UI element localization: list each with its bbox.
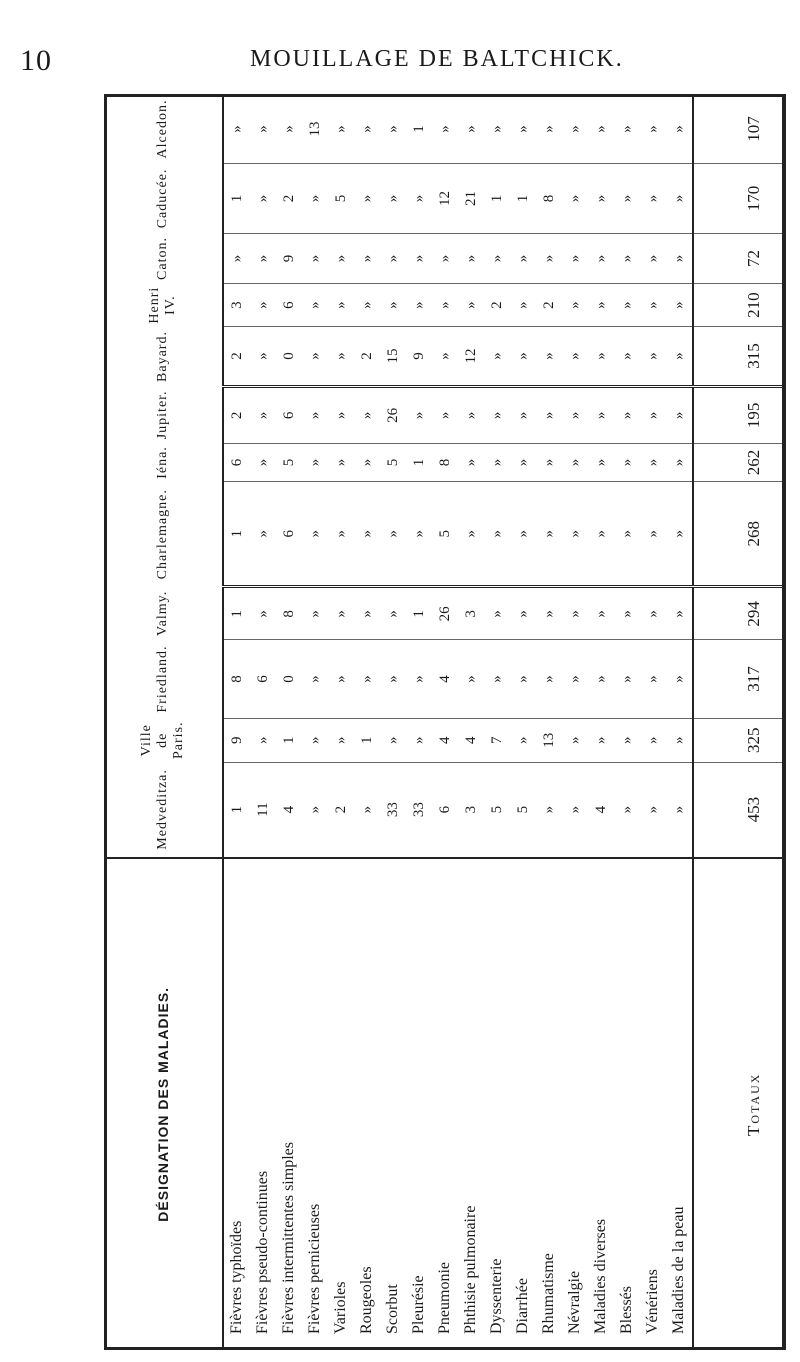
table-cell: » bbox=[510, 718, 536, 762]
table-cell: » bbox=[406, 164, 432, 234]
column-header: Bayard. bbox=[104, 327, 223, 387]
table-cell: 8 bbox=[536, 164, 562, 234]
table-cell: » bbox=[302, 587, 328, 640]
table-cell: 15 bbox=[380, 327, 406, 387]
table-cell: » bbox=[380, 284, 406, 327]
table-cell: » bbox=[354, 587, 380, 640]
table-cell: » bbox=[432, 233, 458, 283]
table-cell: 4 bbox=[588, 762, 614, 857]
table-cell: » bbox=[666, 284, 693, 327]
table-cell: 0 bbox=[276, 327, 302, 387]
table-cell: 1 bbox=[406, 443, 432, 481]
table-cell: » bbox=[328, 443, 354, 481]
table-cell: » bbox=[432, 327, 458, 387]
table-cell: 5 bbox=[484, 762, 510, 857]
table-cell: » bbox=[328, 718, 354, 762]
table-frame bbox=[104, 94, 786, 1350]
disease-name: Fièvres pseudo-continues bbox=[250, 858, 276, 1350]
table-cell: » bbox=[666, 587, 693, 640]
table-cell: » bbox=[380, 587, 406, 640]
table-cell: » bbox=[614, 95, 640, 164]
table-cell: » bbox=[614, 327, 640, 387]
table-cell: » bbox=[250, 164, 276, 234]
table-cell: » bbox=[354, 164, 380, 234]
column-header: Henri IV. bbox=[104, 284, 223, 327]
total-cell: 294 bbox=[693, 587, 786, 640]
total-cell: 195 bbox=[693, 386, 786, 443]
table-cell: » bbox=[510, 587, 536, 640]
table-cell: » bbox=[614, 284, 640, 327]
table-cell: 13 bbox=[536, 718, 562, 762]
table-cell: 1 bbox=[276, 718, 302, 762]
table-cell: » bbox=[536, 482, 562, 587]
column-header: Caducée. bbox=[104, 164, 223, 234]
table-cell: » bbox=[562, 482, 588, 587]
table-cell: » bbox=[510, 95, 536, 164]
disease-name: Blessés bbox=[614, 858, 640, 1350]
table-cell: » bbox=[588, 482, 614, 587]
table-cell: » bbox=[302, 762, 328, 857]
table-cell: » bbox=[510, 233, 536, 283]
column-header: Friedland. bbox=[104, 640, 223, 719]
column-header: Valmy. bbox=[104, 587, 223, 640]
table-cell: » bbox=[354, 233, 380, 283]
table-cell: » bbox=[328, 587, 354, 640]
table-cell: » bbox=[354, 95, 380, 164]
running-title: MOUILLAGE DE BALTCHICK. bbox=[250, 46, 624, 72]
table-cell: » bbox=[614, 233, 640, 283]
disease-name: Fièvres intermittentes simples bbox=[276, 858, 302, 1350]
table-cell: 2 bbox=[328, 762, 354, 857]
table-cell: » bbox=[562, 327, 588, 387]
column-header: Caton. bbox=[104, 233, 223, 283]
table-cell: 1 bbox=[354, 718, 380, 762]
table-cell: » bbox=[562, 284, 588, 327]
table-cell: » bbox=[432, 95, 458, 164]
table-cell: 0 bbox=[276, 640, 302, 719]
table-cell: 11 bbox=[250, 762, 276, 857]
table-cell: 12 bbox=[432, 164, 458, 234]
table-cell: » bbox=[640, 327, 666, 387]
table-cell: 1 bbox=[406, 587, 432, 640]
table-cell: » bbox=[588, 284, 614, 327]
disease-name: Pleurésie bbox=[406, 858, 432, 1350]
total-cell: 325 bbox=[693, 718, 786, 762]
table-cell: 3 bbox=[223, 284, 250, 327]
table-cell: » bbox=[302, 164, 328, 234]
table-cell: » bbox=[380, 482, 406, 587]
table-cell: » bbox=[458, 482, 484, 587]
table-cell: » bbox=[562, 386, 588, 443]
table-cell: » bbox=[406, 640, 432, 719]
table-cell: » bbox=[302, 386, 328, 443]
table-cell: » bbox=[562, 762, 588, 857]
table-cell: » bbox=[588, 233, 614, 283]
table-cell: 1 bbox=[406, 95, 432, 164]
table-cell: » bbox=[328, 386, 354, 443]
table-cell: » bbox=[302, 640, 328, 719]
table-cell: » bbox=[432, 284, 458, 327]
table-cell: » bbox=[458, 443, 484, 481]
table-cell: 1 bbox=[484, 164, 510, 234]
table-cell: » bbox=[640, 482, 666, 587]
table-cell: » bbox=[250, 587, 276, 640]
table-cell: » bbox=[562, 164, 588, 234]
table-cell: 1 bbox=[510, 164, 536, 234]
table-cell: » bbox=[250, 386, 276, 443]
table-cell: 26 bbox=[380, 386, 406, 443]
table-cell: » bbox=[223, 95, 250, 164]
table-cell: 12 bbox=[458, 327, 484, 387]
table-cell: » bbox=[640, 386, 666, 443]
table-cell: » bbox=[666, 640, 693, 719]
table-cell: » bbox=[302, 284, 328, 327]
table-cell: » bbox=[562, 443, 588, 481]
table-cell: » bbox=[250, 95, 276, 164]
table-cell: 6 bbox=[223, 443, 250, 481]
table-cell: » bbox=[510, 640, 536, 719]
table-cell: » bbox=[562, 95, 588, 164]
table-cell: » bbox=[666, 718, 693, 762]
table-cell: 6 bbox=[276, 482, 302, 587]
table-cell: » bbox=[614, 587, 640, 640]
table-cell: » bbox=[250, 718, 276, 762]
table-cell: » bbox=[588, 386, 614, 443]
table-cell: » bbox=[250, 327, 276, 387]
column-header: Iéna. bbox=[104, 443, 223, 481]
table-cell: » bbox=[328, 482, 354, 587]
table-cell: » bbox=[666, 386, 693, 443]
total-cell: 315 bbox=[693, 327, 786, 387]
table-cell: » bbox=[666, 164, 693, 234]
table-cell: » bbox=[510, 386, 536, 443]
table-cell: 9 bbox=[223, 718, 250, 762]
table-cell: » bbox=[458, 95, 484, 164]
table-cell: » bbox=[406, 233, 432, 283]
table-cell: » bbox=[588, 587, 614, 640]
table-cell: » bbox=[536, 640, 562, 719]
table-cell: » bbox=[666, 443, 693, 481]
table-cell: » bbox=[510, 327, 536, 387]
table-cell: 7 bbox=[484, 718, 510, 762]
disease-name: Scorbut bbox=[380, 858, 406, 1350]
table-cell: 1 bbox=[223, 762, 250, 857]
table-cell: » bbox=[562, 718, 588, 762]
page-number: 10 bbox=[20, 44, 52, 77]
table-cell: » bbox=[562, 587, 588, 640]
table-cell: » bbox=[484, 327, 510, 387]
table-cell: » bbox=[380, 718, 406, 762]
table-cell: » bbox=[406, 386, 432, 443]
table-cell: 3 bbox=[458, 762, 484, 857]
column-header: Jupiter. bbox=[104, 386, 223, 443]
table-cell: » bbox=[328, 640, 354, 719]
table-cell: » bbox=[328, 284, 354, 327]
table-cell: 26 bbox=[432, 587, 458, 640]
total-cell: 210 bbox=[693, 284, 786, 327]
table-cell: » bbox=[484, 443, 510, 481]
table-cell: 5 bbox=[276, 443, 302, 481]
table-cell: » bbox=[536, 233, 562, 283]
table-cell: 2 bbox=[276, 164, 302, 234]
table-cell: 8 bbox=[223, 640, 250, 719]
table-cell: » bbox=[380, 640, 406, 719]
table-cell: » bbox=[614, 482, 640, 587]
table-cell: » bbox=[458, 233, 484, 283]
table-cell: 4 bbox=[432, 640, 458, 719]
table-cell: » bbox=[484, 233, 510, 283]
table-cell: 2 bbox=[484, 284, 510, 327]
table-cell: » bbox=[484, 640, 510, 719]
table-cell: » bbox=[484, 95, 510, 164]
table-cell: 9 bbox=[276, 233, 302, 283]
table-cell: » bbox=[614, 640, 640, 719]
table-cell: » bbox=[640, 233, 666, 283]
table-cell: » bbox=[536, 327, 562, 387]
table-cell: 33 bbox=[406, 762, 432, 857]
table-cell: 2 bbox=[354, 327, 380, 387]
table-cell: » bbox=[536, 762, 562, 857]
table-cell: » bbox=[640, 587, 666, 640]
disease-name: Varioles bbox=[328, 858, 354, 1350]
table-cell: » bbox=[406, 284, 432, 327]
table-cell: » bbox=[536, 95, 562, 164]
table-cell: » bbox=[432, 386, 458, 443]
disease-name: Phthisie pulmonaire bbox=[458, 858, 484, 1350]
table-cell: 5 bbox=[380, 443, 406, 481]
table-cell: » bbox=[562, 233, 588, 283]
table-cell: » bbox=[354, 482, 380, 587]
column-header: Ville de Paris. bbox=[104, 718, 223, 762]
table-cell: » bbox=[562, 640, 588, 719]
table-cell: » bbox=[666, 327, 693, 387]
table-cell: » bbox=[640, 718, 666, 762]
table-cell: » bbox=[406, 718, 432, 762]
table-cell: » bbox=[354, 284, 380, 327]
table-cell: » bbox=[510, 284, 536, 327]
disease-name: Rougeoles bbox=[354, 858, 380, 1350]
table-cell: » bbox=[250, 443, 276, 481]
table-cell: 5 bbox=[510, 762, 536, 857]
table-cell: 1 bbox=[223, 164, 250, 234]
table-cell: » bbox=[302, 327, 328, 387]
table-cell: » bbox=[614, 718, 640, 762]
table-cell: » bbox=[302, 482, 328, 587]
table-cell: » bbox=[666, 233, 693, 283]
total-cell: 72 bbox=[693, 233, 786, 283]
table-cell: 8 bbox=[432, 443, 458, 481]
column-header: Charlemagne. bbox=[104, 482, 223, 587]
disease-name: Maladies diverses bbox=[588, 858, 614, 1350]
disease-name: Fièvres typhoïdes bbox=[223, 858, 250, 1350]
table-cell: 6 bbox=[276, 284, 302, 327]
table-cell: » bbox=[354, 386, 380, 443]
table-cell: » bbox=[666, 482, 693, 587]
totals-label: Totaux bbox=[693, 858, 786, 1350]
table-cell: » bbox=[484, 386, 510, 443]
disease-name: Névralgie bbox=[562, 858, 588, 1350]
table-cell: 8 bbox=[276, 587, 302, 640]
column-header-designation: DÉSIGNATION DES MALADIES. bbox=[104, 858, 223, 1350]
table-cell: » bbox=[588, 164, 614, 234]
table-cell: » bbox=[380, 233, 406, 283]
table-cell: » bbox=[640, 284, 666, 327]
table-cell: 2 bbox=[223, 386, 250, 443]
table-cell: 9 bbox=[406, 327, 432, 387]
table-cell: » bbox=[250, 233, 276, 283]
table-cell: 6 bbox=[432, 762, 458, 857]
table-cell: » bbox=[536, 587, 562, 640]
disease-name: Diarrhée bbox=[510, 858, 536, 1350]
table-cell: 1 bbox=[223, 587, 250, 640]
total-cell: 317 bbox=[693, 640, 786, 719]
table-cell: 6 bbox=[250, 640, 276, 719]
table-cell: » bbox=[354, 443, 380, 481]
table-cell: » bbox=[588, 443, 614, 481]
table-cell: » bbox=[302, 718, 328, 762]
total-cell: 453 bbox=[693, 762, 786, 857]
total-cell: 107 bbox=[693, 95, 786, 164]
table-cell: » bbox=[328, 233, 354, 283]
table-cell: 1 bbox=[223, 482, 250, 587]
table-cell: » bbox=[588, 327, 614, 387]
table-cell: » bbox=[250, 284, 276, 327]
table-cell: » bbox=[276, 95, 302, 164]
disease-name: Rhumatisme bbox=[536, 858, 562, 1350]
table-cell: » bbox=[510, 443, 536, 481]
table-cell: » bbox=[666, 95, 693, 164]
table-cell: » bbox=[250, 482, 276, 587]
table-cell: » bbox=[614, 762, 640, 857]
page-header bbox=[20, 44, 780, 84]
table-cell: 33 bbox=[380, 762, 406, 857]
column-header: Alcedon. bbox=[104, 95, 223, 164]
table-cell: » bbox=[640, 762, 666, 857]
column-header: Medveditza. bbox=[104, 762, 223, 857]
table-cell: » bbox=[458, 284, 484, 327]
table-cell: 4 bbox=[458, 718, 484, 762]
table-cell: » bbox=[536, 443, 562, 481]
table-cell: » bbox=[588, 718, 614, 762]
table-cell: 2 bbox=[223, 327, 250, 387]
table-cell: » bbox=[588, 640, 614, 719]
table-cell: » bbox=[510, 482, 536, 587]
table-cell: » bbox=[380, 95, 406, 164]
disease-name: Pneumonie bbox=[432, 858, 458, 1350]
table-cell: » bbox=[458, 640, 484, 719]
table-cell: » bbox=[302, 443, 328, 481]
total-cell: 170 bbox=[693, 164, 786, 234]
table-cell: 21 bbox=[458, 164, 484, 234]
disease-name: Vénériens bbox=[640, 858, 666, 1350]
table-cell: 5 bbox=[432, 482, 458, 587]
table-cell: » bbox=[484, 482, 510, 587]
table-cell: 13 bbox=[302, 95, 328, 164]
table-cell: 4 bbox=[432, 718, 458, 762]
table-cell: » bbox=[380, 164, 406, 234]
table-cell: » bbox=[640, 164, 666, 234]
table-cell: » bbox=[484, 587, 510, 640]
disease-name: Dyssenterie bbox=[484, 858, 510, 1350]
table-cell: 5 bbox=[328, 164, 354, 234]
table-cell: » bbox=[640, 640, 666, 719]
table-cell: » bbox=[458, 386, 484, 443]
table-cell: 2 bbox=[536, 284, 562, 327]
table-cell: » bbox=[406, 482, 432, 587]
table-cell: » bbox=[354, 640, 380, 719]
total-cell: 262 bbox=[693, 443, 786, 481]
total-cell: 268 bbox=[693, 482, 786, 587]
disease-name: Maladies de la peau bbox=[666, 858, 693, 1350]
table-cell: » bbox=[354, 762, 380, 857]
table-cell: » bbox=[614, 443, 640, 481]
table-cell: 4 bbox=[276, 762, 302, 857]
table-cell: 3 bbox=[458, 587, 484, 640]
table-cell: » bbox=[328, 327, 354, 387]
table-cell: » bbox=[666, 762, 693, 857]
table-cell: » bbox=[536, 386, 562, 443]
table-cell: » bbox=[640, 443, 666, 481]
disease-name: Fièvres pernicieuses bbox=[302, 858, 328, 1350]
table-cell: » bbox=[614, 164, 640, 234]
table-cell: » bbox=[223, 233, 250, 283]
table-cell: » bbox=[588, 95, 614, 164]
table-cell: » bbox=[328, 95, 354, 164]
table-cell: 6 bbox=[276, 386, 302, 443]
table-cell: » bbox=[640, 95, 666, 164]
table-cell: » bbox=[614, 386, 640, 443]
table-cell: » bbox=[302, 233, 328, 283]
